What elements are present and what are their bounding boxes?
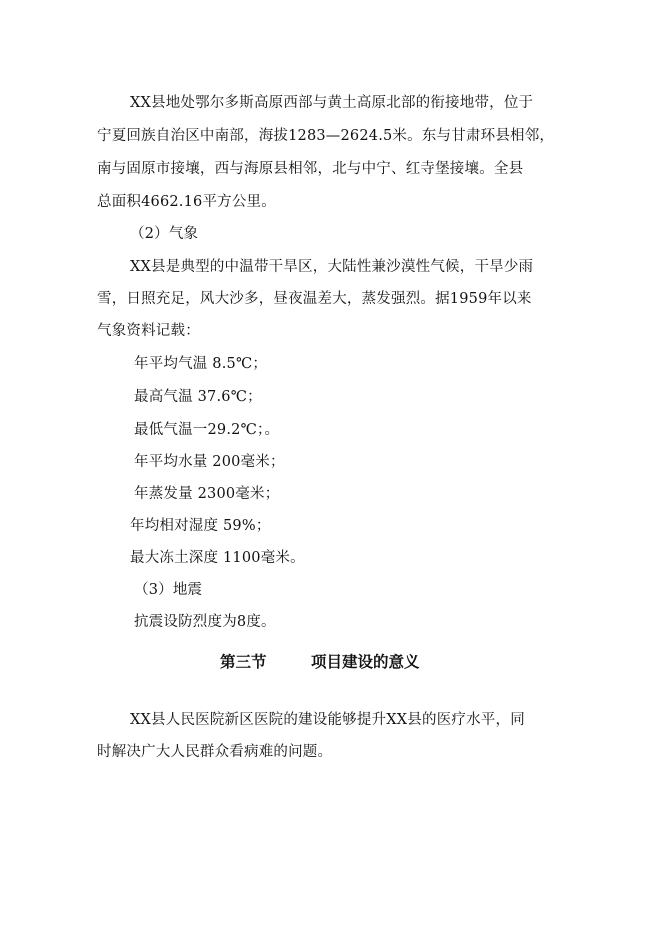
paragraph-line: XX县是典型的中温带干旱区，大陆性兼沙漠性气候，干旱少雨 <box>130 259 534 275</box>
earthquake-heading: （3）地震 <box>134 582 203 598</box>
paragraph-line: 时解决广大人民群众看病难的问题。 <box>97 744 333 760</box>
paragraph-line: 南与固原市接壤，西与海原县相邻，北与中宁、红寺堡接壤。全县 <box>97 161 524 177</box>
stat-item: 最高气温 37.6℃； <box>134 389 262 405</box>
section-number: 第三节 <box>220 653 267 671</box>
paragraph-line: XX县地处鄂尔多斯高原西部与黄土高原北部的衔接地带，位于 <box>130 95 534 111</box>
paragraph-line: 宁夏回族自治区中南部，海拔1283—2624.5米。东与甘肃环县相邻， <box>97 128 555 144</box>
stat-item: 年平均气温 8.5℃； <box>134 356 268 372</box>
stat-item: 最大冻土深度 1100毫米。 <box>130 550 305 566</box>
paragraph-line: XX县人民医院新区医院的建设能够提升XX县的医疗水平，同 <box>130 712 525 728</box>
climate-heading: （2）气象 <box>130 226 199 242</box>
earthquake-text: 抗震设防烈度为8度。 <box>134 614 276 630</box>
section-heading: 项目建设的意义 <box>311 653 420 671</box>
paragraph-line: 雪，日照充足，风大沙多，昼夜温差大，蒸发强烈。据1959年以来 <box>97 291 532 307</box>
paragraph-line: 气象资料记载： <box>97 323 200 339</box>
paragraph-line: 总面积4662.16平方公里。 <box>97 194 276 210</box>
stat-item: 年均相对湿度 59%； <box>130 518 271 534</box>
stat-item: 年平均水量 200毫米； <box>134 454 285 470</box>
stat-item: 最低气温一29.2℃；。 <box>134 422 280 438</box>
stat-item: 年蒸发量 2300毫米； <box>134 486 280 502</box>
